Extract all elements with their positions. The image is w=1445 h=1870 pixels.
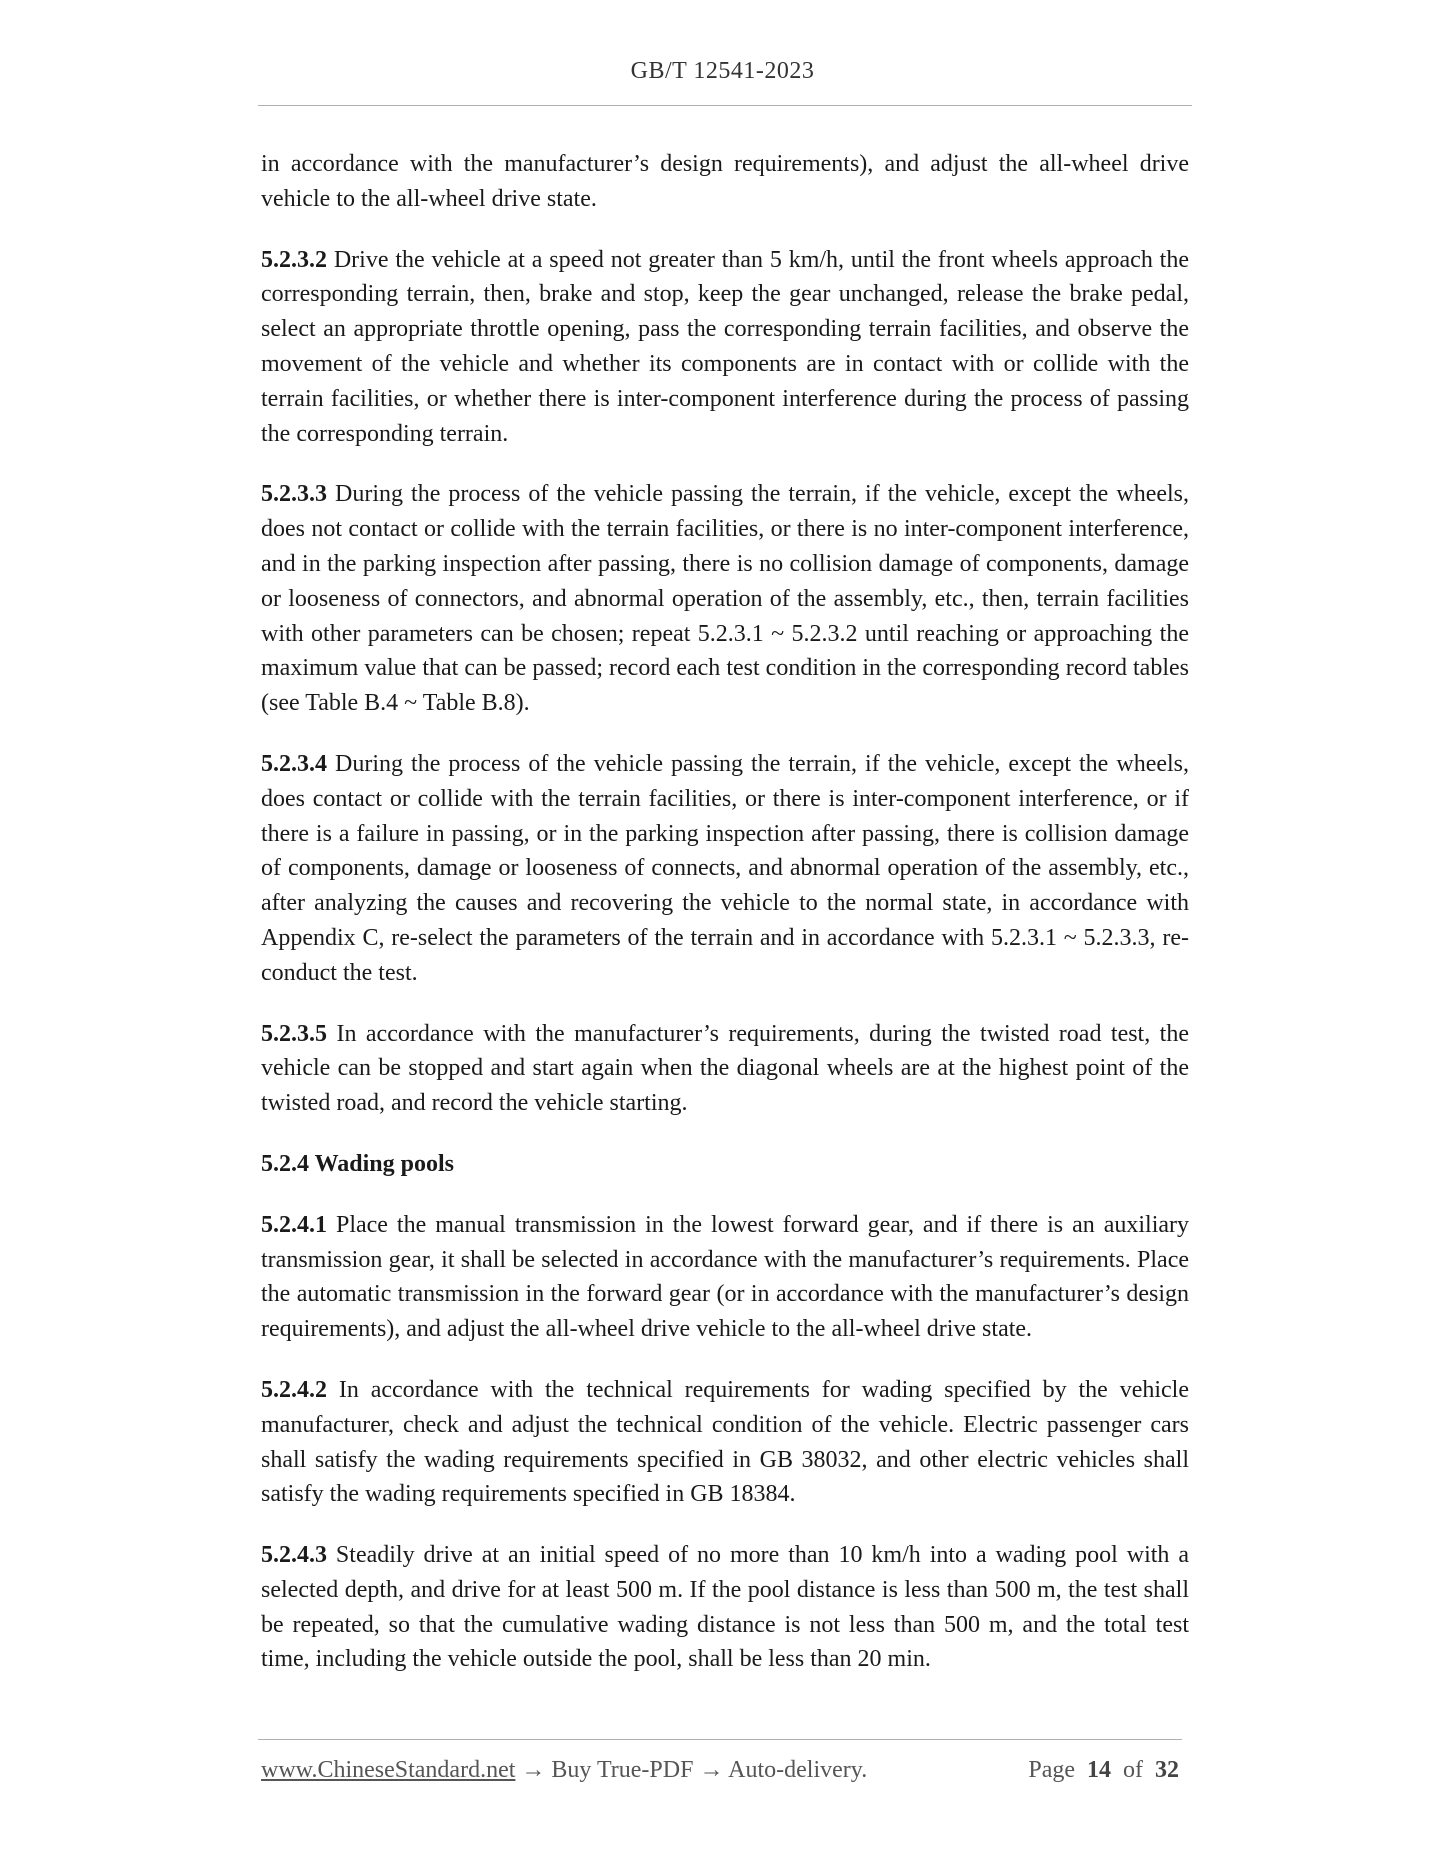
clause-number: 5.2.4.2	[261, 1376, 327, 1403]
clause-number: 5.2.4.3	[261, 1542, 327, 1569]
of-label: of	[1123, 1757, 1143, 1783]
clause-number: 5.2.3.4	[261, 750, 327, 777]
clause-text: In accordance with the manufacturer’s requirements, during the twisted road test, the vehicle can be stopped and start again when the diagonal wheels are at the highest point of the twisted road, and record the vehicle starting.	[261, 1020, 1189, 1117]
page-label: Page	[1028, 1757, 1075, 1783]
clause-5-2-4-3	[261, 1538, 1189, 1677]
page-indicator	[1028, 1757, 1179, 1784]
paragraph-text: in accordance with the manufacturer’s design requirements), and adjust the all-wheel drive vehicle to the all-wheel drive state.	[261, 151, 1189, 212]
clause-text: Place the manual transmission in the lowest forward gear, and if there is an auxiliary transmission gear, it shall be selected in accordance with the manufacturer’s requirements. Place the automatic transmission in the forward gear (or in accordance with the manufacturer’s design requirements), and adjust the all-wheel drive vehicle to the all-wheel drive state.	[261, 1211, 1189, 1343]
clause-5-2-4-1	[261, 1208, 1189, 1347]
clause-5-2-3-5	[261, 1017, 1189, 1121]
arrow-icon: →	[515, 1757, 552, 1783]
clause-5-2-4-2	[261, 1373, 1189, 1512]
page-total: 32	[1155, 1757, 1179, 1783]
clause-text: In accordance with the technical requirements for wading specified by the vehicle manufacturer, check and adjust the technical condition of the vehicle. Electric passenger cars shall satisfy the wading requirements specified in GB 38032, and other electric vehicles shall satisfy the wading requirements specified in GB 18384.	[261, 1376, 1189, 1508]
document-body	[261, 147, 1189, 1703]
header-divider	[258, 105, 1192, 106]
page-number: 14	[1087, 1757, 1111, 1783]
document-header-title: GB/T 12541-2023	[630, 58, 815, 84]
clause-text: Steadily drive at an initial speed of no more than 10 km/h into a wading pool with a selected depth, and drive for at least 500 m. If the pool distance is less than 500 m, the test shall be repeated, so that the cumulative wading distance is not less than 500 m, and the total test time, including the vehicle outside the pool, shall be less than 20 min.	[261, 1542, 1189, 1673]
clause-number: 5.2.3.5	[261, 1020, 327, 1047]
website-link[interactable]: www.ChineseStandard.net	[261, 1757, 516, 1783]
footer-divider	[258, 1739, 1182, 1740]
paragraph-continuation	[261, 147, 1189, 217]
clause-number: 5.2.3.3	[261, 481, 327, 508]
auto-delivery-text: Auto-delivery.	[728, 1757, 868, 1783]
section-heading-wading-pools: 5.2.4 Wading pools	[261, 1150, 454, 1177]
clause-5-2-3-4	[261, 747, 1189, 991]
footer-links	[261, 1757, 867, 1784]
clause-5-2-3-3	[261, 477, 1189, 721]
clause-text: During the process of the vehicle passing the terrain, if the vehicle, except the wheels, does contact or collide with the terrain facilities, or there is inter-component interference, or if there is a failure in passing, or in the parking inspection after passing, there is collision damage of components, damage or looseness of connects, and abnormal operation of the assembly, etc., after analyzing the causes and recovering the vehicle to the normal state, in accordance with Appendix C, re-select the parameters of the terrain and in accordance with 5.2.3.1 ~ 5.2.3.3, re-conduct the test.	[261, 750, 1189, 986]
clause-text: Drive the vehicle at a speed not greater than 5 km/h, until the front wheels approach the corresponding terrain, then, brake and stop, keep the gear unchanged, release the brake pedal, select an appropriate throttle opening, pass the corresponding terrain facilities, and observe the movement of the vehicle and whether its components are in contact with or collide with the terrain facilities, or whether there is inter-component interference during the process of passing the corresponding terrain.	[261, 246, 1189, 447]
clause-number: 5.2.4.1	[261, 1211, 327, 1238]
buy-pdf-text: Buy True-PDF	[551, 1757, 694, 1783]
clause-5-2-3-2	[261, 243, 1189, 452]
arrow-icon: →	[693, 1757, 729, 1783]
clause-text: During the process of the vehicle passing the terrain, if the vehicle, except the wheels, does not contact or collide with the terrain facilities, or there is no inter-component interference, and in the parking inspection after passing, there is no collision damage of components, damage or looseness of connectors, and abnormal operation of the assembly, etc., then, terrain facilities with other parameters can be chosen; repeat 5.2.3.1 ~ 5.2.3.2 until reaching or approaching the maximum value that can be passed; record each test condition in the corresponding record tables (see Table B.4 ~ Table B.8).	[261, 481, 1189, 717]
clause-number: 5.2.3.2	[261, 246, 327, 273]
